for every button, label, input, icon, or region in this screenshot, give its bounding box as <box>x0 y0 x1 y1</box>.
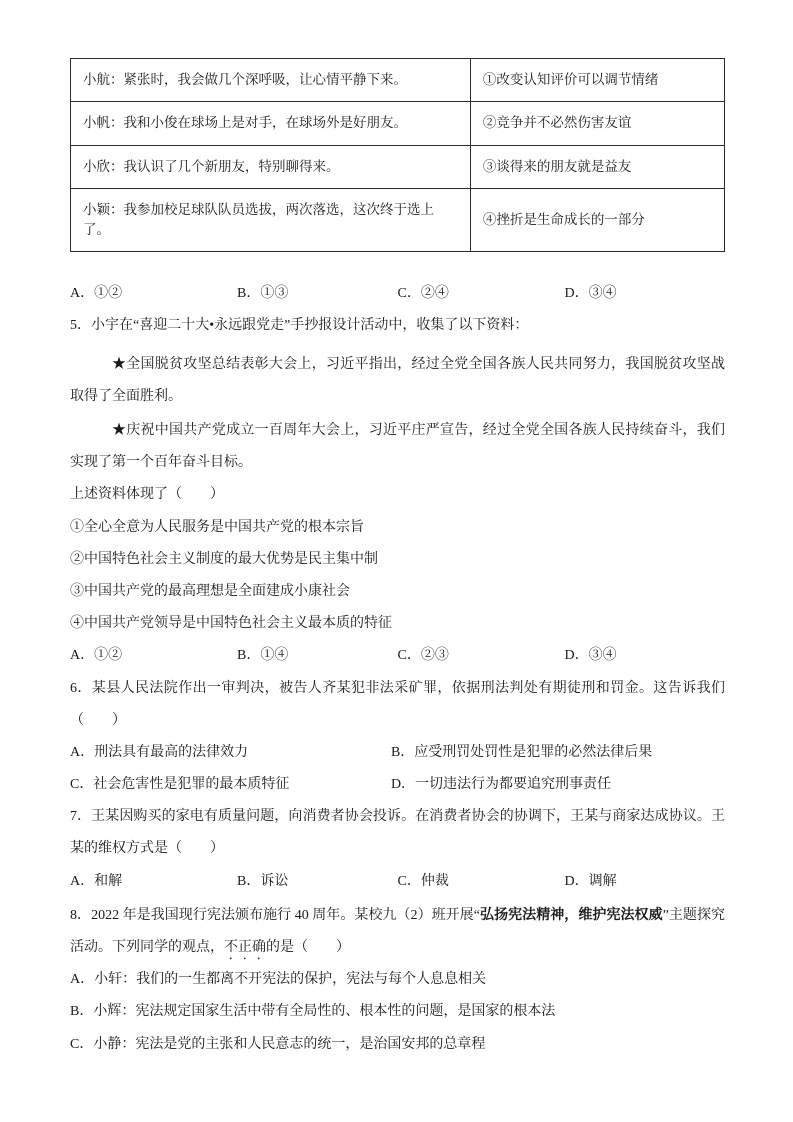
q5-material: ★庆祝中国共产党成立一百周年大会上，习近平庄严宣告，经过全党全国各族人民持续奋斗，我们实现了第一个百年奋斗目标。 <box>70 423 725 471</box>
q5-material: ★全国脱贫攻坚总结表彰大会上，习近平指出，经过全党全国各族人民共同努力，我国脱贫攻坚战取得了全面胜利。 <box>70 356 725 404</box>
option-a: A．小轩：我们的一生都离不开宪法的保护，宪法与每个人息息相关 <box>70 972 487 988</box>
table-row <box>71 102 725 145</box>
q8-stem-bold-phrase: 弘扬宪法精神，维护宪法权威 <box>480 905 663 922</box>
match-table <box>70 58 725 252</box>
q5-options <box>70 640 725 672</box>
option-c: C．社会危害性是犯罪的最本质特征 <box>70 777 290 793</box>
q5-lead: 上述资料体现了（ ） <box>70 487 224 503</box>
table-cell-statement: 小欣：我认识了几个新朋友，特别聊得来。 <box>71 145 471 188</box>
q8-stem-mid: ”主题探究活动。下列同学的观点， <box>70 907 726 955</box>
q8-stem <box>70 898 725 964</box>
exam-content <box>70 58 725 1061</box>
table-cell-analysis: ④挫折是生命成长的一部分 <box>470 188 724 252</box>
q7-stem: 7．王某因购买的家电有质量问题，向消费者协会投诉。在消费者协会的协调下，王某与商家达成协议。王某的维权方式是（ ） <box>70 809 725 857</box>
table-cell-analysis: ②竞争并不必然伤害友谊 <box>470 102 724 145</box>
q4-options <box>70 278 725 310</box>
option-c: C．仲裁 <box>397 873 449 889</box>
table-row <box>71 145 725 188</box>
q5-statement: ①全心全意为人民服务是中国共产党的根本宗旨 <box>70 519 364 535</box>
table-row <box>71 188 725 252</box>
option-b: B．①③ <box>237 286 289 302</box>
option-d: D．调解 <box>564 873 617 889</box>
option-d: D．③④ <box>564 648 617 664</box>
q6-options <box>70 737 725 801</box>
option-a: A．①② <box>70 648 123 664</box>
q5-stem: 5．小宇在“喜迎二十大•永远跟党走”手抄报设计活动中，收集了以下资料： <box>70 318 529 334</box>
table-cell-analysis: ①改变认知评价可以调节情绪 <box>470 59 724 102</box>
q8-stem-pre: 8．2022 年是我国现行宪法颁布施行 40 周年。某校九（2）班开展“ <box>70 907 480 923</box>
q5-statement: ④中国共产党领导是中国特色社会主义最本质的特征 <box>70 616 392 632</box>
option-a: A．和解 <box>70 873 123 889</box>
option-d: D．一切违法行为都要追究刑事责任 <box>390 777 612 793</box>
option-b: B．①④ <box>237 648 289 664</box>
q8-options <box>70 964 725 1061</box>
option-a: A．刑法具有最高的法律效力 <box>70 744 249 760</box>
table-cell-analysis: ③谈得来的朋友就是益友 <box>470 145 724 188</box>
table-cell-statement: 小航：紧张时，我会做几个深呼吸，让心情平静下来。 <box>71 59 471 102</box>
option-c: C．②③ <box>397 648 449 664</box>
option-c: C．②④ <box>397 286 449 302</box>
q5-statement: ②中国特色社会主义制度的最大优势是民主集中制 <box>70 551 378 567</box>
option-b: B．诉讼 <box>237 873 289 889</box>
table-cell-statement: 小颖：我参加校足球队队员选拔，两次落选，这次终于选上了。 <box>71 188 471 252</box>
q5-statement: ③中国共产党的最高理想是全面建成小康社会 <box>70 583 350 599</box>
q7-options <box>70 866 725 898</box>
table-row <box>71 59 725 102</box>
option-b: B．小辉：宪法规定国家生活中带有全局性的、根本性的问题，是国家的根本法 <box>70 1004 556 1020</box>
q8-stem-emphasis: 不正确 <box>224 940 266 955</box>
q8-stem-post: 的是（ ） <box>266 940 350 955</box>
option-c: C．小静：宪法是党的主张和人民意志的统一，是治国安邦的总章程 <box>70 1036 486 1052</box>
q6-stem: 6．某县人民法院作出一审判决，被告人齐某犯非法采矿罪，依据刑法判处有期徒刑和罚金。这告诉我们（ ） <box>70 680 725 728</box>
option-b: B．应受刑罚处罚性是犯罪的必然法律后果 <box>390 744 653 760</box>
option-d: D．③④ <box>564 286 617 302</box>
table-cell-statement: 小帆：我和小俊在球场上是对手，在球场外是好朋友。 <box>71 102 471 145</box>
option-a: A．①② <box>70 286 123 302</box>
